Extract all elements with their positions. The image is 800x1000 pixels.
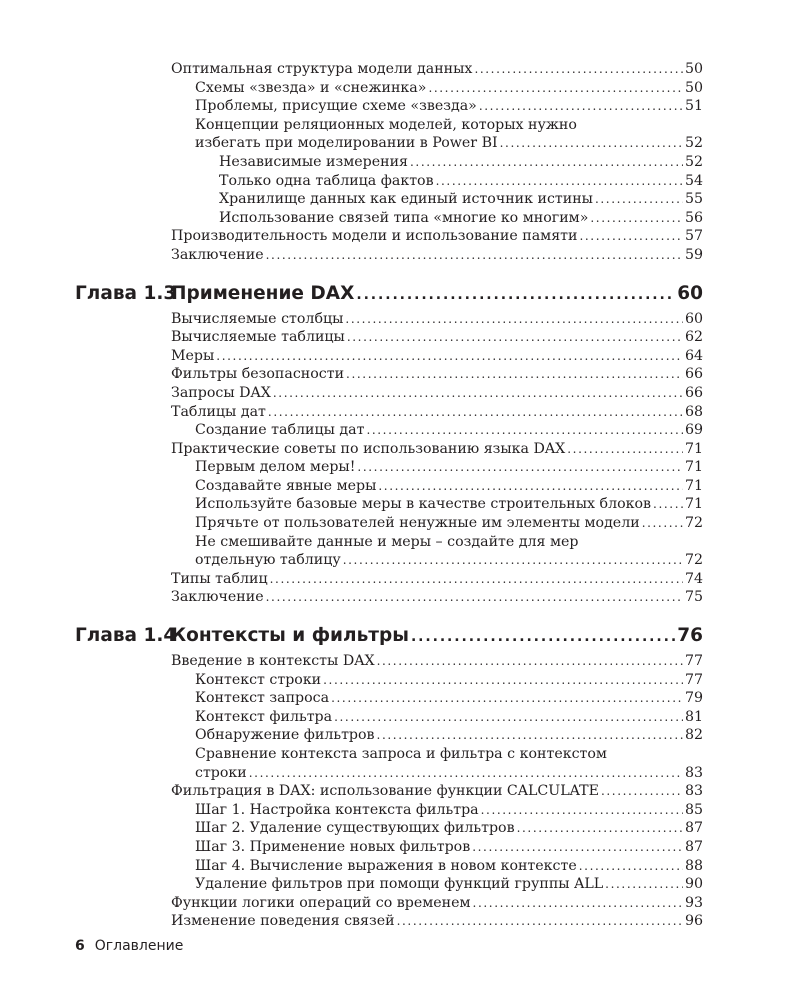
entry-page: 68 bbox=[684, 403, 703, 420]
dot-leader bbox=[436, 172, 683, 191]
entry-page: 74 bbox=[684, 570, 703, 587]
entry-title: Вычисляемые столбцы bbox=[171, 310, 344, 327]
dot-leader bbox=[377, 726, 683, 745]
dot-leader bbox=[428, 79, 683, 98]
entry-page: 71 bbox=[684, 440, 703, 457]
dot-leader bbox=[266, 246, 683, 265]
toc-entry bbox=[195, 514, 703, 533]
chapter-page: 60 bbox=[677, 282, 703, 304]
dot-leader bbox=[595, 190, 683, 209]
dot-leader bbox=[579, 227, 682, 246]
entry-page: 72 bbox=[684, 515, 703, 532]
entry-title: Шаг 1. Настройка контекста фильтра bbox=[195, 801, 479, 818]
toc-entry bbox=[219, 209, 703, 228]
entry-title: Только одна таблица фактов bbox=[219, 172, 434, 189]
toc-entry bbox=[171, 365, 703, 384]
dot-leader bbox=[331, 689, 683, 708]
entry-title: Оптимальная структура модели данных bbox=[171, 61, 473, 77]
entry-title: Функции логики операций со временем bbox=[171, 894, 471, 911]
dot-leader bbox=[273, 384, 683, 403]
entry-title: Практические советы по использованию языка DAX bbox=[171, 440, 566, 457]
toc-entry bbox=[195, 857, 703, 876]
dot-leader bbox=[345, 310, 683, 329]
toc-entry bbox=[195, 745, 703, 782]
toc-entry bbox=[171, 440, 703, 459]
dot-leader bbox=[270, 570, 683, 589]
toc-entry bbox=[171, 310, 703, 329]
entry-title: Типы таблиц bbox=[171, 570, 268, 587]
dot-leader bbox=[366, 421, 683, 440]
entry-page: 83 bbox=[684, 764, 703, 781]
entry-page: 90 bbox=[684, 876, 703, 893]
toc-entry bbox=[171, 782, 703, 801]
entry-page: 52 bbox=[684, 135, 703, 152]
entry-page: 79 bbox=[684, 690, 703, 707]
entry-page: 60 bbox=[684, 310, 703, 327]
entry-title: Контекст фильтра bbox=[195, 708, 333, 725]
entry-title: Таблицы дат bbox=[171, 403, 266, 420]
entry-title: Шаг 2. Удаление существующих фильтров bbox=[195, 820, 515, 837]
entry-title: Первым делом меры! bbox=[195, 459, 356, 476]
entry-page: 69 bbox=[684, 422, 703, 439]
entry-page: 75 bbox=[684, 589, 703, 606]
toc-entry bbox=[195, 97, 703, 116]
dot-leader bbox=[334, 708, 683, 727]
entry-page: 87 bbox=[684, 838, 703, 855]
entry-title: Введение в контексты DAX bbox=[171, 653, 375, 670]
entry-title: Производительность модели и использование памяти bbox=[171, 228, 578, 245]
toc-entry bbox=[195, 495, 703, 514]
dot-leader bbox=[346, 365, 683, 384]
dot-leader bbox=[411, 625, 675, 649]
entry-page: 64 bbox=[684, 347, 703, 364]
chapter-page: 76 bbox=[677, 625, 703, 647]
dot-leader bbox=[377, 652, 683, 671]
entry-page: 66 bbox=[684, 384, 703, 401]
dot-leader bbox=[481, 801, 683, 820]
entry-title: Вычисляемые таблицы bbox=[171, 329, 345, 346]
toc-entry bbox=[195, 875, 703, 894]
dot-leader bbox=[357, 458, 683, 477]
toc-entry bbox=[171, 328, 703, 347]
dot-leader bbox=[590, 209, 683, 228]
entry-title: отдельную таблицу bbox=[195, 552, 341, 569]
toc-entry bbox=[195, 79, 703, 98]
entry-page: 66 bbox=[684, 366, 703, 383]
toc-entry bbox=[195, 116, 703, 153]
toc-entry bbox=[195, 533, 703, 570]
toc-entry bbox=[195, 458, 703, 477]
entry-title: Контекст запроса bbox=[195, 690, 330, 707]
entry-title: Заключение bbox=[171, 246, 264, 263]
entry-page: 71 bbox=[684, 477, 703, 494]
toc-entry bbox=[219, 172, 703, 191]
entry-title: Схемы «звезда» и «снежинка» bbox=[195, 79, 427, 96]
dot-leader bbox=[567, 440, 683, 459]
dot-leader bbox=[410, 153, 683, 172]
entry-title: Прячьте от пользователей ненужные им элементы модели bbox=[195, 515, 640, 532]
entry-title: строки bbox=[195, 764, 247, 781]
entry-page: 50 bbox=[684, 79, 703, 96]
dot-leader bbox=[605, 875, 683, 894]
entry-page: 59 bbox=[684, 246, 703, 263]
table-of-contents bbox=[0, 60, 800, 931]
footer-page-number: 6 bbox=[75, 938, 85, 954]
dot-leader bbox=[642, 514, 683, 533]
dot-leader bbox=[473, 894, 683, 913]
entry-title-line1: Не смешивайте данные и меры – создайте для мер bbox=[195, 533, 579, 550]
entry-title: Фильтры безопасности bbox=[171, 366, 345, 383]
dot-leader bbox=[579, 857, 683, 876]
entry-page: 77 bbox=[684, 653, 703, 670]
entry-title: Проблемы, присущие схеме «звезда» bbox=[195, 98, 477, 115]
dot-leader bbox=[216, 347, 683, 366]
entry-page: 51 bbox=[684, 98, 703, 115]
entry-page: 93 bbox=[684, 894, 703, 911]
dot-leader bbox=[268, 403, 683, 422]
entry-page: 81 bbox=[684, 708, 703, 725]
chapter-title: Применение DAX bbox=[171, 282, 355, 304]
dot-leader bbox=[323, 671, 683, 690]
entry-page: 52 bbox=[684, 153, 703, 170]
entry-page: 54 bbox=[684, 172, 703, 189]
dot-leader bbox=[347, 328, 683, 347]
dot-leader bbox=[601, 782, 683, 801]
toc-entry bbox=[195, 801, 703, 820]
chapter-heading bbox=[0, 282, 800, 306]
entry-page: 71 bbox=[684, 496, 703, 513]
toc-entry bbox=[195, 477, 703, 496]
entry-title: Хранилище данных как единый источник истины bbox=[219, 191, 593, 208]
toc-entry bbox=[171, 347, 703, 366]
toc-entry bbox=[171, 246, 703, 265]
toc-entry bbox=[171, 652, 703, 671]
toc-entry bbox=[171, 60, 703, 79]
chapter-number: Глава 1.3 bbox=[75, 282, 177, 304]
entry-page: 82 bbox=[684, 727, 703, 744]
chapter-title: Контексты и фильтры bbox=[171, 625, 409, 647]
toc-entry bbox=[171, 227, 703, 246]
entry-page: 88 bbox=[684, 857, 703, 874]
entry-page: 87 bbox=[684, 820, 703, 837]
toc-entry bbox=[195, 708, 703, 727]
toc-entry bbox=[219, 190, 703, 209]
entry-page: 96 bbox=[684, 913, 703, 930]
dot-leader bbox=[343, 551, 683, 570]
entry-title-line1: Сравнение контекста запроса и фильтра с контекстом bbox=[195, 746, 607, 762]
toc-entry bbox=[195, 726, 703, 745]
toc-entry bbox=[171, 570, 703, 589]
toc-entry bbox=[171, 912, 703, 931]
dot-leader bbox=[249, 764, 683, 783]
dot-leader bbox=[653, 495, 683, 514]
entry-title: Меры bbox=[171, 347, 215, 364]
entry-page: 55 bbox=[684, 191, 703, 208]
entry-title: Контекст строки bbox=[195, 671, 322, 688]
entry-page: 72 bbox=[684, 552, 703, 569]
entry-title: Шаг 3. Применение новых фильтров bbox=[195, 838, 471, 855]
dot-leader bbox=[474, 60, 683, 79]
entry-page: 50 bbox=[684, 61, 703, 77]
entry-page: 56 bbox=[684, 209, 703, 226]
entry-title: Шаг 4. Вычисление выражения в новом контексте bbox=[195, 857, 577, 874]
page-footer bbox=[75, 938, 183, 954]
toc-entry bbox=[171, 588, 703, 607]
toc-entry bbox=[195, 671, 703, 690]
entry-title: Используйте базовые меры в качестве строительных блоков bbox=[195, 496, 652, 513]
toc-entry bbox=[171, 384, 703, 403]
entry-title: Независимые измерения bbox=[219, 153, 409, 170]
entry-title: Использование связей типа «многие ко многим» bbox=[219, 209, 589, 226]
entry-page: 62 bbox=[684, 329, 703, 346]
dot-leader bbox=[517, 819, 683, 838]
dot-leader bbox=[356, 283, 675, 307]
chapter-number: Глава 1.4 bbox=[75, 625, 177, 647]
entry-title: Удаление фильтров при помощи функций группы ALL bbox=[195, 876, 604, 893]
entry-title: Создание таблицы дат bbox=[195, 422, 365, 439]
toc-entry bbox=[171, 403, 703, 422]
entry-page: 77 bbox=[684, 671, 703, 688]
toc-entry bbox=[195, 838, 703, 857]
toc-entry bbox=[219, 153, 703, 172]
toc-entry bbox=[171, 894, 703, 913]
dot-leader bbox=[479, 97, 683, 116]
entry-title: избегать при моделировании в Power BI bbox=[195, 135, 498, 152]
entry-title: Запросы DAX bbox=[171, 384, 271, 401]
dot-leader bbox=[378, 477, 683, 496]
entry-title: Заключение bbox=[171, 589, 264, 606]
toc-entry bbox=[195, 421, 703, 440]
entry-title-line1: Концепции реляционных моделей, которых нужно bbox=[195, 116, 577, 133]
dot-leader bbox=[266, 588, 683, 607]
entry-page: 71 bbox=[684, 459, 703, 476]
entry-page: 83 bbox=[684, 783, 703, 800]
entry-page: 57 bbox=[684, 228, 703, 245]
toc-entry bbox=[195, 819, 703, 838]
chapter-heading bbox=[0, 624, 800, 648]
dot-leader bbox=[472, 838, 683, 857]
entry-title: Обнаружение фильтров bbox=[195, 727, 375, 744]
entry-title: Изменение поведения связей bbox=[171, 913, 395, 930]
entry-page: 85 bbox=[684, 801, 703, 818]
toc-entry bbox=[195, 689, 703, 708]
dot-leader bbox=[397, 912, 683, 931]
footer-label: Оглавление bbox=[94, 938, 184, 954]
dot-leader bbox=[500, 134, 683, 153]
entry-title: Фильтрация в DAX: использование функции CALCULATE bbox=[171, 783, 599, 800]
entry-title: Создавайте явные меры bbox=[195, 477, 377, 494]
